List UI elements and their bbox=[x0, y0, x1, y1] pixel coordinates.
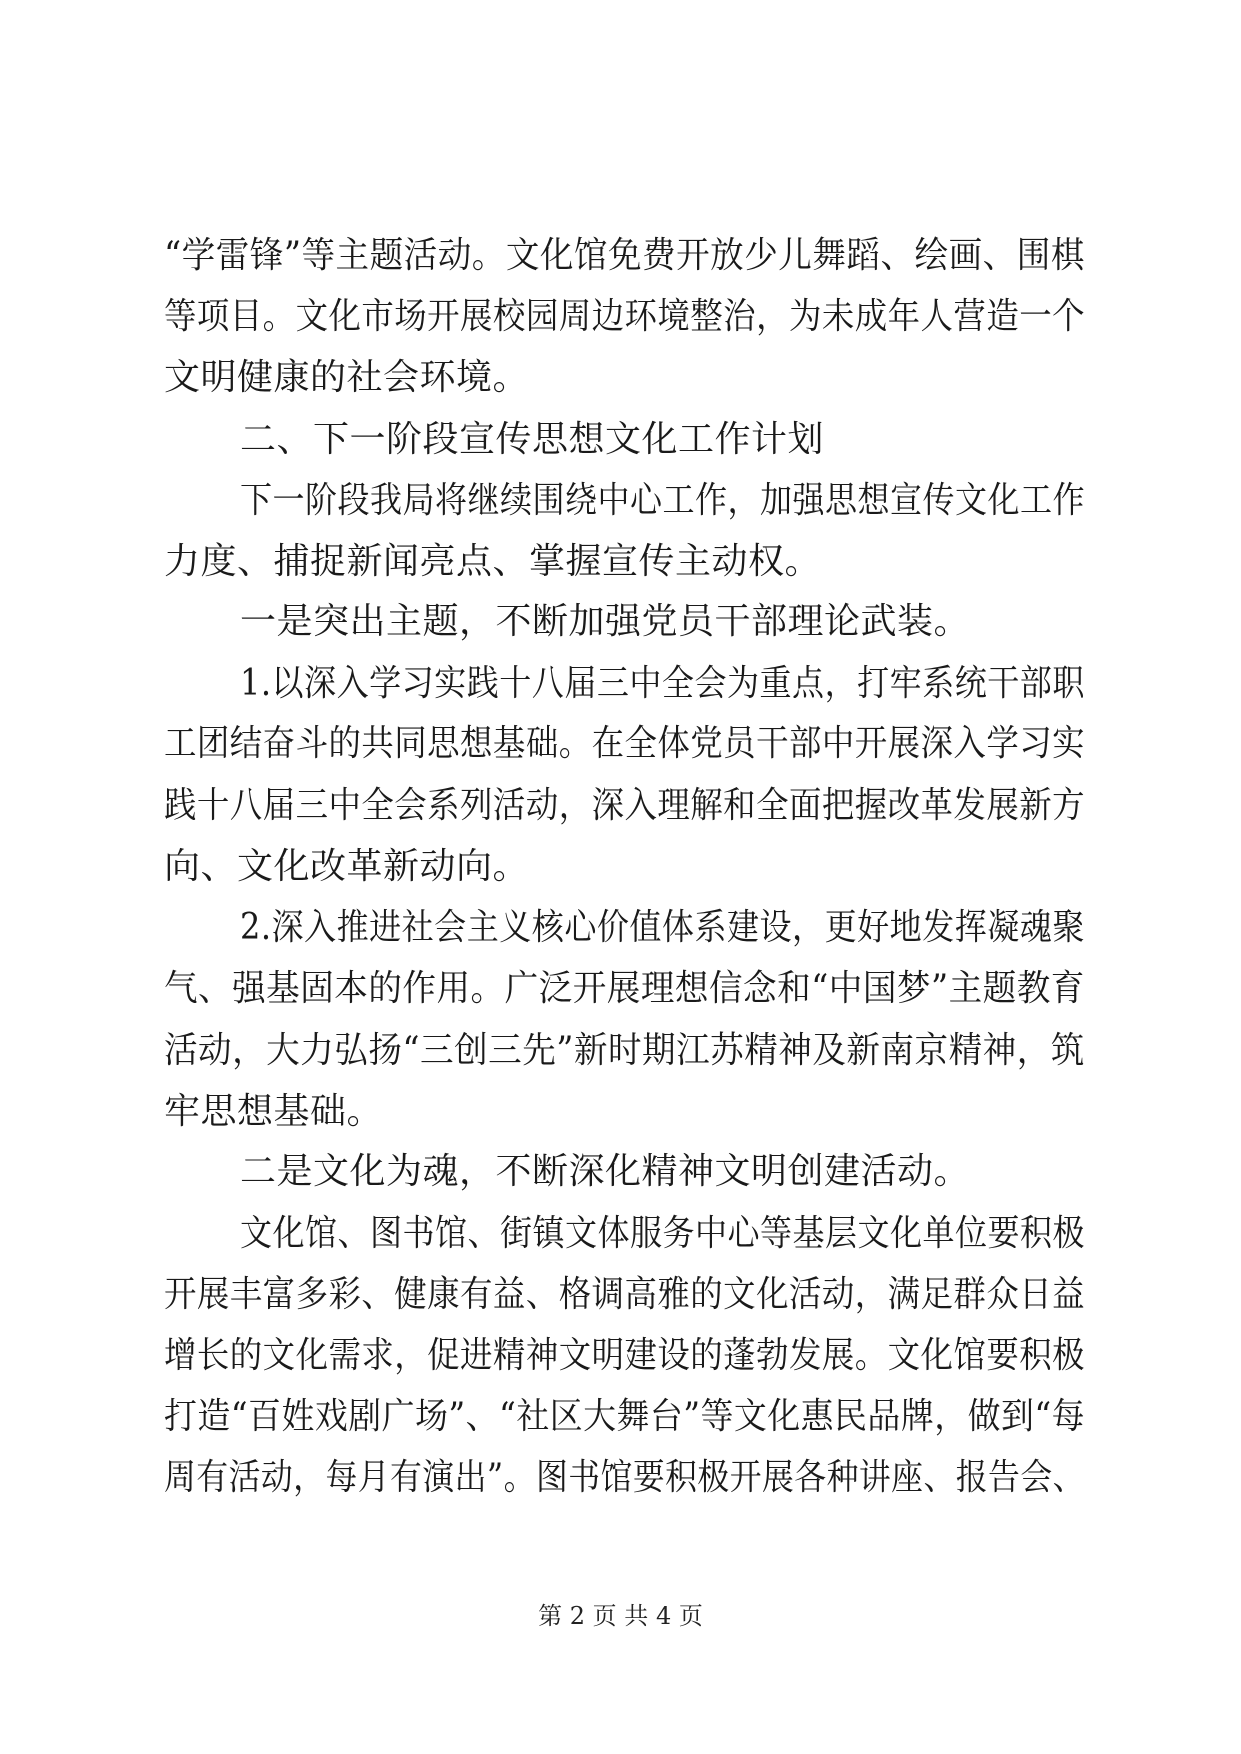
section-heading: 二、下一阶段宣传思想文化工作计划 bbox=[240, 419, 825, 460]
body-text-line: 活动，大力弘扬“三创三先”新时期江苏精神及新南京精神，筑 bbox=[164, 1030, 1085, 1071]
body-text-line: 向、文化改革新动向。 bbox=[164, 846, 530, 887]
body-text-line: 下一阶段我局将继续围绕中心工作，加强思想宣传文化工作 bbox=[240, 480, 1086, 521]
body-text-line: “学雷锋”等主题活动。文化馆免费开放少儿舞蹈、绘画、围棋 bbox=[164, 235, 1085, 276]
body-text-line: 2.深入推进社会主义核心价值体系建设，更好地发挥凝魂聚 bbox=[240, 907, 1085, 948]
body-text-line: 气、强基固本的作用。广泛开展理想信念和“中国梦”主题教育 bbox=[164, 968, 1085, 1009]
body-text-line: 1.以深入学习实践十八届三中全会为重点，打牢系统干部职 bbox=[240, 663, 1085, 704]
body-text-line: 增长的文化需求，促进精神文明建设的蓬勃发展。文化馆要积极 bbox=[164, 1335, 1086, 1376]
body-text-line: 力度、捕捉新闻亮点、掌握宣传主动权。 bbox=[164, 541, 822, 582]
page-number-footer: 第 2 页 共 4 页 bbox=[538, 1602, 703, 1630]
subsection-heading: 一是突出主题，不断加强党员干部理论武装。 bbox=[240, 601, 971, 642]
body-text-line: 开展丰富多彩、健康有益、格调高雅的文化活动，满足群众日益 bbox=[164, 1274, 1086, 1315]
body-text-line: 践十八届三中全会系列活动，深入理解和全面把握改革发展新方 bbox=[164, 785, 1086, 826]
body-text-line: 文明健康的社会环境。 bbox=[164, 357, 530, 398]
body-text-line: 周有活动，每月有演出”。图书馆要积极开展各种讲座、报告会、 bbox=[164, 1457, 1085, 1498]
subsection-heading: 二是文化为魂，不断深化精神文明创建活动。 bbox=[240, 1151, 971, 1192]
body-text-line: 牢思想基础。 bbox=[164, 1091, 384, 1132]
body-text-line: 工团结奋斗的共同思想基础。在全体党员干部中开展深入学习实 bbox=[164, 723, 1086, 764]
body-text-line: 等项目。文化市场开展校园周边环境整治，为未成年人营造一个 bbox=[164, 296, 1086, 337]
body-text-line: 打造“百姓戏剧广场”、“社区大舞台”等文化惠民品牌，做到“每 bbox=[164, 1396, 1086, 1437]
body-text-line: 文化馆、图书馆、街镇文体服务中心等基层文化单位要积极 bbox=[240, 1213, 1086, 1254]
